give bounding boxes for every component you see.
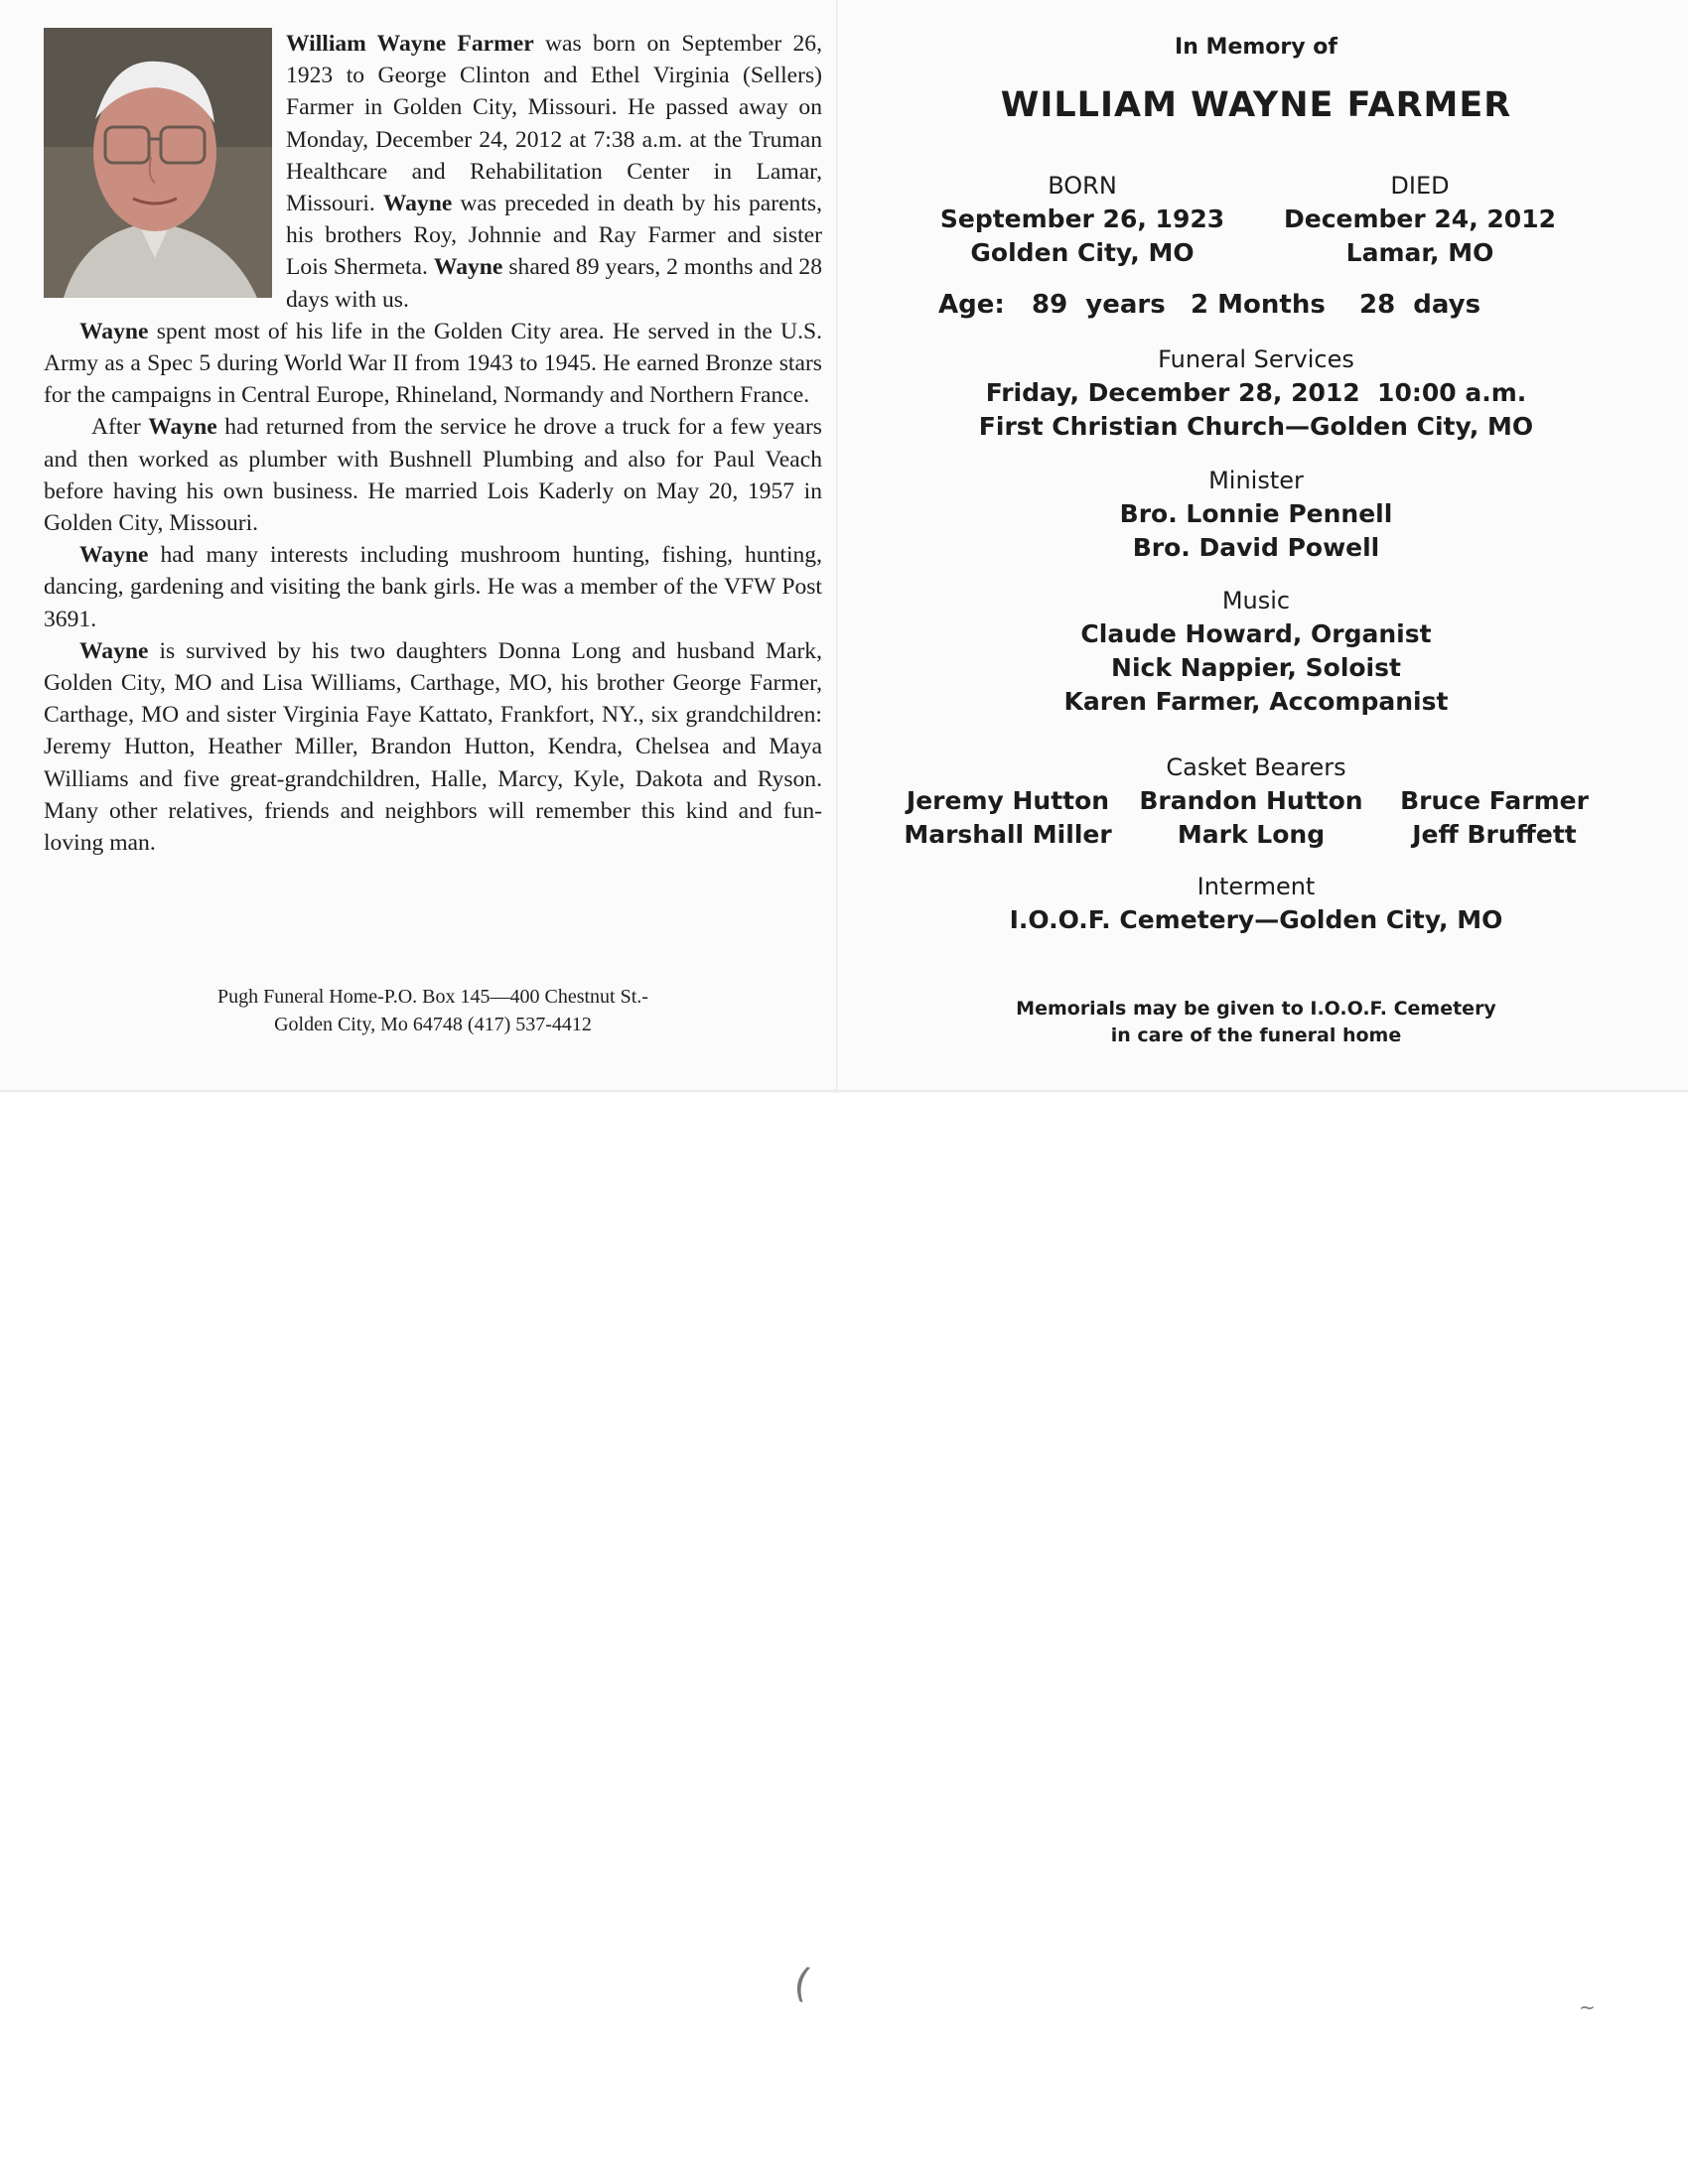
casket-bearers-col-3: Bruce Farmer Jeff Bruffett xyxy=(1400,786,1589,849)
funeral-home-address: Pugh Funeral Home-P.O. Box 145—400 Chestnut St.- Golden City, Mo 64748 (417) 537-4412 xyxy=(217,986,648,1035)
scan-mark: ~ xyxy=(1579,1995,1596,2019)
deceased-name: William Wayne Farmer xyxy=(286,31,534,57)
memorials-note: Memorials may be given to I.O.O.F. Cemetery in care of the funeral home xyxy=(1016,998,1496,1046)
obituary-paragraph-4: Wayne had many interests including mushroom hunting, fishing, hunting, dancing, gardening and visiting the bank girls. He was a member of the VFW Post 3691. xyxy=(44,542,822,632)
obituary-paragraph-1: William Wayne Farmer was born on September 26, 1923 to George Clinton and Ethel Virginia (Sellers) Farmer in Golden City, Missouri. He passed away on Monday, December 24, 2012 at 7:38 a.m. at the Truman Healthcare and Rehabilitation Center in Lamar, Missouri. Wayne was preceded in death by his parents, his brothers Roy, Johnnie and Ray Farmer and sister Lois Shermeta. Wayne shared 89 years, 2 months and 28 days with us. xyxy=(286,31,822,313)
portrait-illustration xyxy=(44,28,272,298)
born-block: BORN September 26, 1923 Golden City, MO xyxy=(939,172,1225,267)
interment-section: Interment I.O.O.F. Cemetery—Golden City, MO xyxy=(1009,873,1503,934)
obituary-paragraph-3: After Wayne had returned from the service he drove a truck for a few years and then worked as plumber with Bushnell Plumbing and also for Paul Veach before having his own business. He married Lois Kaderly on May 20, 1957 in Golden City, Missouri. xyxy=(44,414,822,537)
obituary-paragraph-5: Wayne is survived by his two daughters Donna Long and husband Mark, Golden City, MO and Lisa Williams, Carthage, MO, his brother George Farmer, Carthage, MO and sister Virginia Faye Kattato, Frankfort, NY., six grandchildren: Jeremy Hutton, Heather Miller, Brandon Hutton, Kendra, Chelsea and Maya Williams and five great-grandchildren, Halle, Marcy, Kyle, Dakota and Ryson. Many other relatives, friends and neighbors will remember this kind and fun-loving man. xyxy=(44,637,822,857)
casket-bearers-col-2: Brandon Hutton Mark Long xyxy=(1139,786,1363,849)
died-block: DIED December 24, 2012 Lamar, MO xyxy=(1284,172,1556,267)
pen-mark: ( xyxy=(789,1959,815,2008)
age-line: Age: 89 years 2 Months 28 days xyxy=(938,290,1481,320)
memorial-name: WILLIAM WAYNE FARMER xyxy=(1000,85,1512,125)
music-section: Music Claude Howard, Organist Nick Nappier, Soloist Karen Farmer, Accompanist xyxy=(1063,587,1449,716)
casket-bearers-section: Casket Bearers xyxy=(1166,753,1346,781)
fold-crease-vertical xyxy=(836,0,838,1092)
fold-crease-horizontal xyxy=(0,1090,1688,1093)
obituary-text xyxy=(44,28,822,859)
minister-section: Minister Bro. Lonnie Pennell Bro. David Powell xyxy=(1119,467,1393,562)
funeral-services: Funeral Services Friday, December 28, 2012 10:00 a.m. First Christian Church—Golden City, MO xyxy=(978,345,1534,441)
obituary-paragraph-2: Wayne spent most of his life in the Golden City area. He served in the U.S. Army as a Spec 5 during World War II from 1943 to 1945. He earned Bronze stars for the campaigns in Central Europe, Rhineland, Normandy and Northern France. xyxy=(44,318,822,409)
portrait-photo xyxy=(44,28,272,298)
blank-lower-sheet xyxy=(0,1093,1688,2184)
casket-bearers-col-1: Jeremy Hutton Marshall Miller xyxy=(904,786,1112,849)
in-memory-heading: In Memory of xyxy=(1175,35,1337,60)
